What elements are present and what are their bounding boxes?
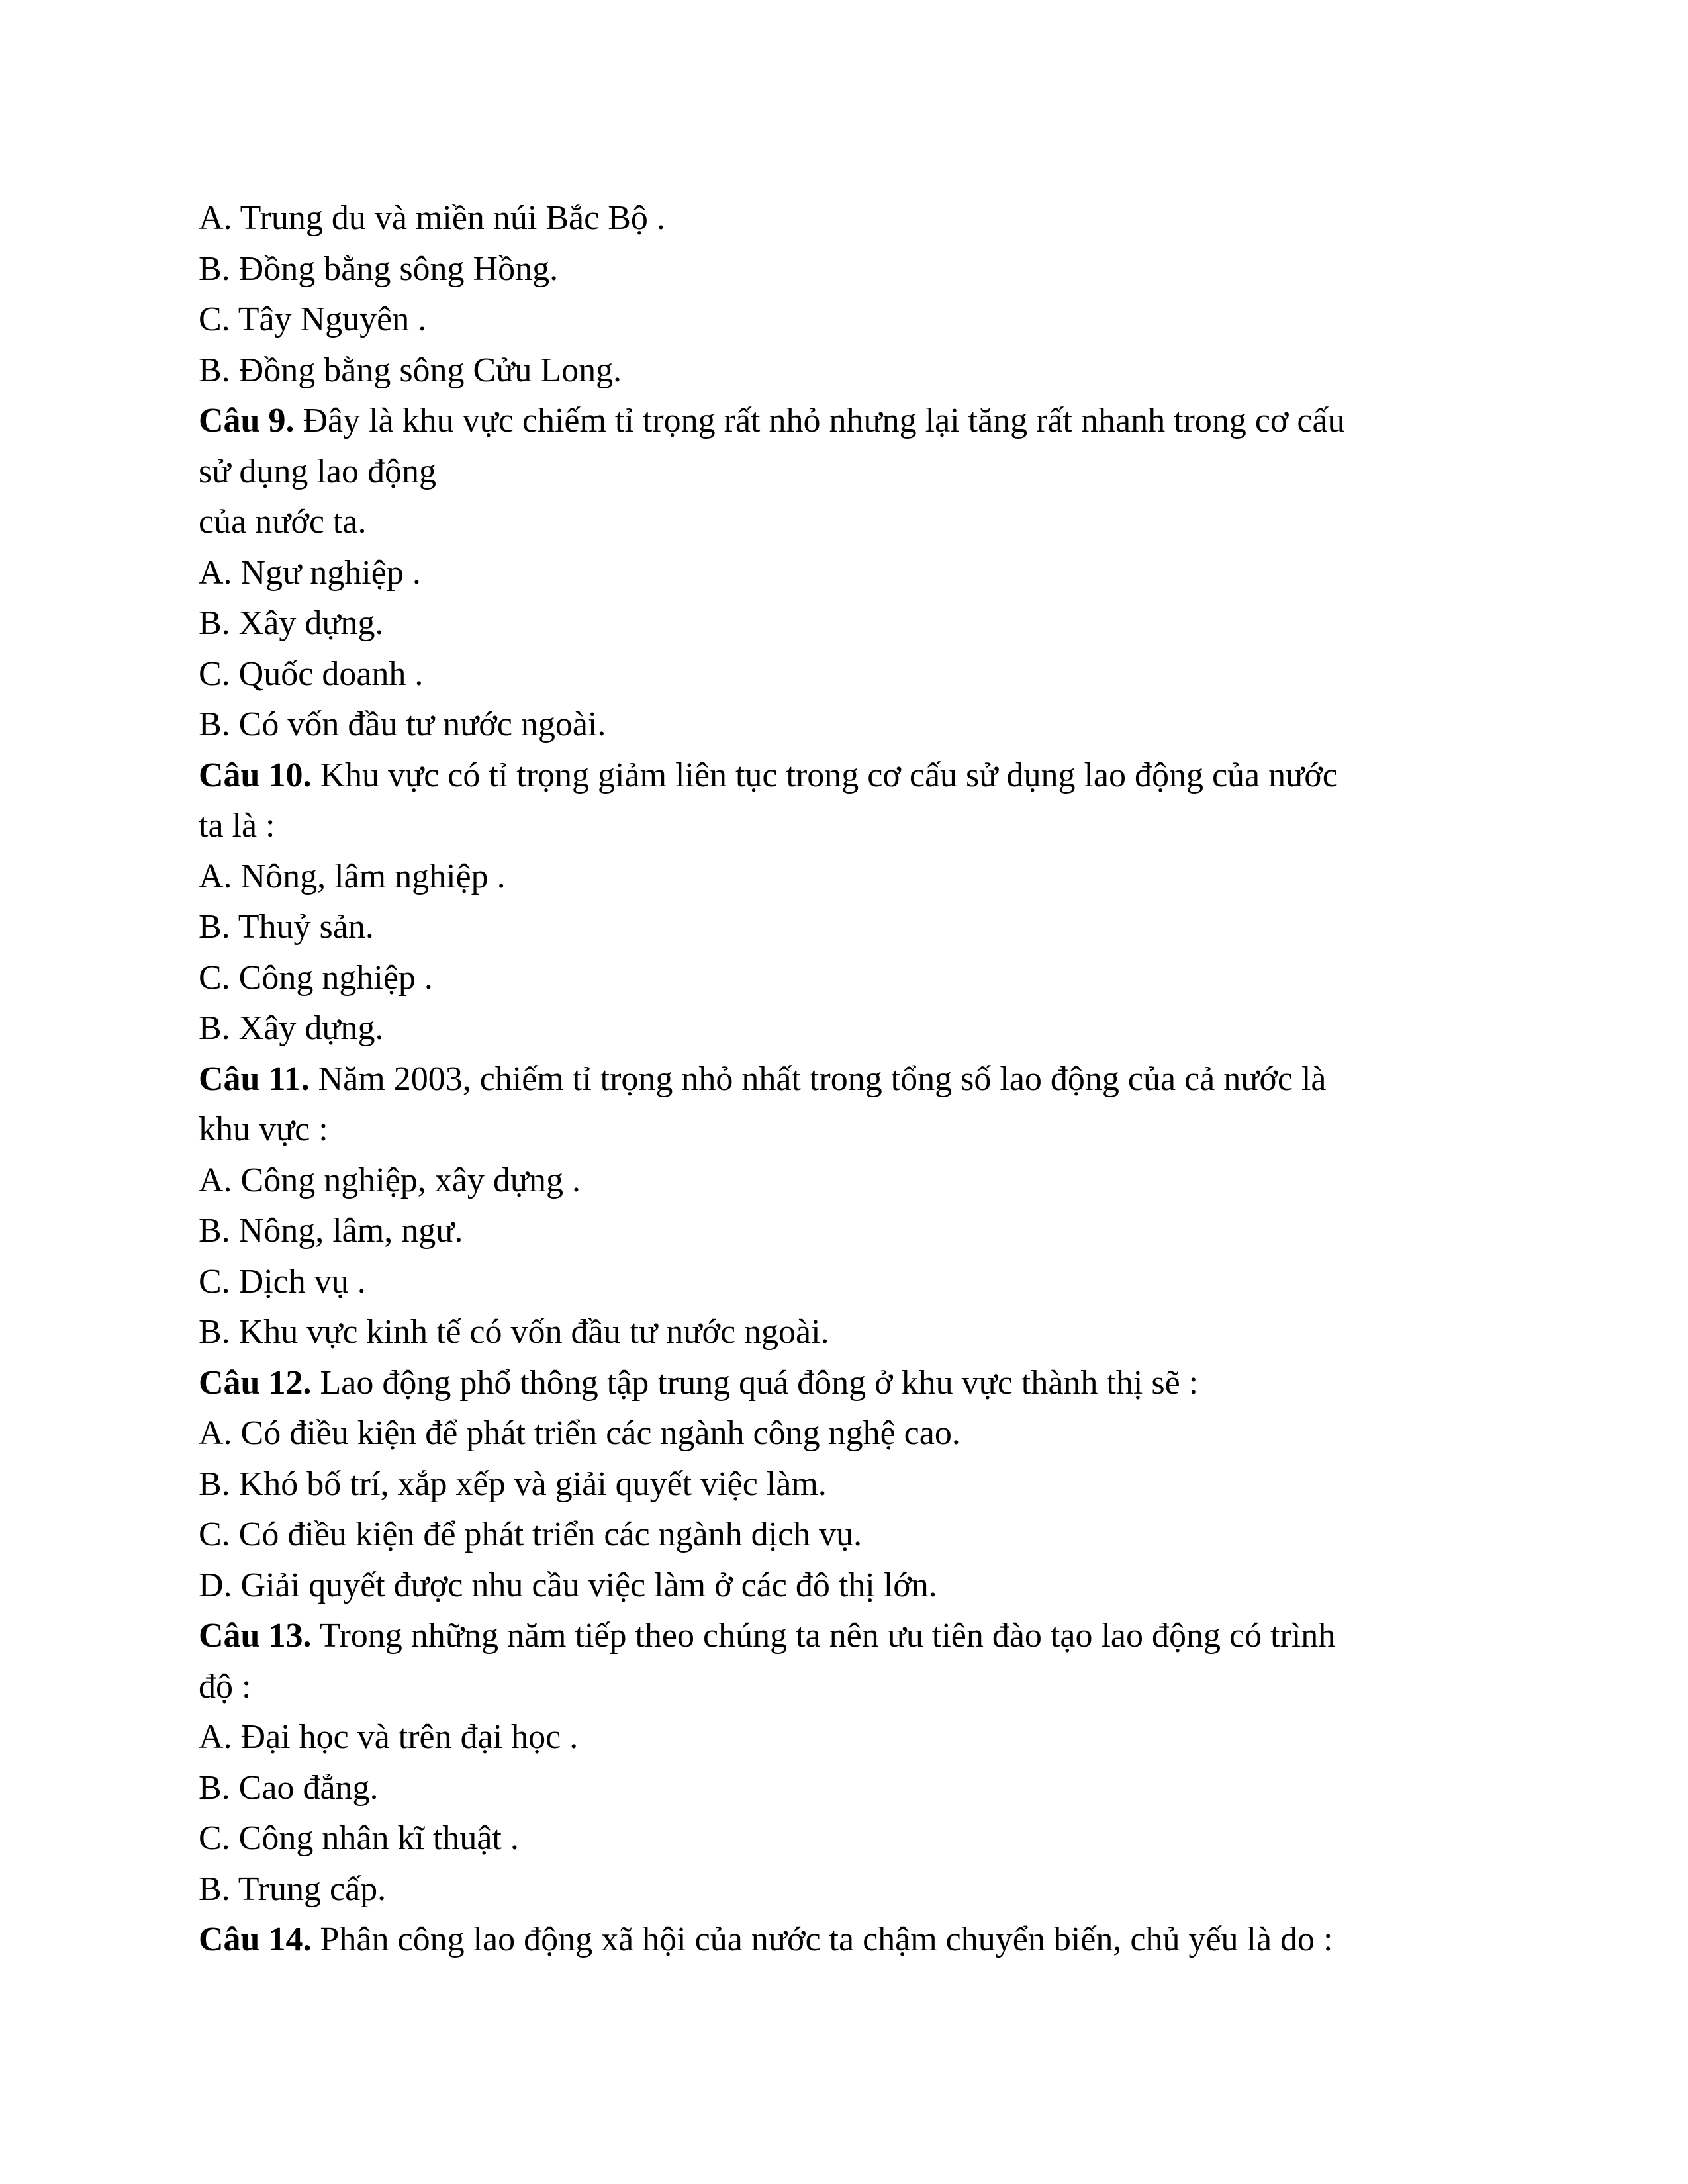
answer-option: B. Xây dựng. <box>199 1009 384 1047</box>
question-stem <box>199 751 1509 801</box>
question-text: Phân công lao động xã hội của nước ta chậm chuyển biến, chủ yếu là do : <box>311 1921 1333 1958</box>
answer-option: B. Đồng bằng sông Cửu Long. <box>199 351 622 389</box>
answer-option: B. Khu vực kinh tế có vốn đầu tư nước ngoài. <box>199 1313 829 1351</box>
question-stem <box>199 1054 1509 1105</box>
answer-option: B. Đồng bằng sông Hồng. <box>199 250 559 288</box>
question-number: Câu 11. <box>199 1060 310 1098</box>
document-page <box>199 193 1509 1966</box>
question-stem <box>199 1358 1509 1409</box>
answer-option: B. Xây dựng. <box>199 604 384 642</box>
answer-option: C. Quốc doanh . <box>199 655 424 693</box>
answer-option: B. Trung cấp. <box>199 1870 387 1908</box>
question-number: Câu 12. <box>199 1363 312 1402</box>
answer-option: A. Công nghiệp, xây dựng . <box>199 1161 581 1199</box>
question-stem-continued: ta là : <box>199 807 275 844</box>
answer-option: A. Ngư nghiệp . <box>199 553 421 592</box>
question-stem <box>199 1915 1509 1966</box>
answer-option: A. Có điều kiện để phát triển các ngành công nghệ cao. <box>199 1414 961 1452</box>
question-stem-continued: độ : <box>199 1667 252 1706</box>
question-number: Câu 9. <box>199 402 295 439</box>
answer-option: C. Dịch vụ . <box>199 1262 366 1300</box>
question-text: Đây là khu vực chiếm tỉ trọng rất nhỏ nhưng lại tăng rất nhanh trong cơ cấu <box>294 402 1345 439</box>
question-stem-continued: khu vực : <box>199 1111 328 1148</box>
answer-option: B. Nông, lâm, ngư. <box>199 1212 463 1250</box>
answer-option: B. Thuỷ sản. <box>199 908 374 946</box>
answer-option: B. Cao đẳng. <box>199 1768 379 1807</box>
answer-option: A. Trung du và miền núi Bắc Bộ . <box>199 199 665 237</box>
question-number: Câu 10. <box>199 756 312 794</box>
answer-option: C. Tây Nguyên . <box>199 300 427 338</box>
answer-option: C. Công nghiệp . <box>199 958 433 997</box>
question-number: Câu 14. <box>199 1921 312 1958</box>
question-stem-continued: của nước ta. <box>199 503 367 541</box>
question-stem <box>199 1611 1509 1662</box>
answer-option: C. Có điều kiện để phát triển các ngành dịch vụ. <box>199 1516 863 1553</box>
question-text: Trong những năm tiếp theo chúng ta nên ưu tiên đào tạo lao động có trình <box>311 1617 1336 1655</box>
question-stem-continued: sử dụng lao động <box>199 452 436 490</box>
answer-option: A. Đại học và trên đại học . <box>199 1718 579 1756</box>
question-number: Câu 13. <box>199 1617 312 1655</box>
answer-option: B. Khó bố trí, xắp xếp và giải quyết việc làm. <box>199 1465 827 1503</box>
question-text: Khu vực có tỉ trọng giảm liên tục trong cơ cấu sử dụng lao động của nước <box>311 756 1338 794</box>
answer-option: D. Giải quyết được nhu cầu việc làm ở các đô thị lớn. <box>199 1566 937 1604</box>
question-text: Lao động phổ thông tập trung quá đông ở khu vực thành thị sẽ : <box>311 1363 1199 1402</box>
answer-option: B. Có vốn đầu tư nước ngoài. <box>199 705 606 743</box>
answer-option: C. Công nhân kĩ thuật . <box>199 1819 519 1857</box>
answer-option: A. Nông, lâm nghiệp . <box>199 857 506 895</box>
question-stem <box>199 396 1509 447</box>
question-text: Năm 2003, chiếm tỉ trọng nhỏ nhất trong tổng số lao động của cả nước là <box>309 1060 1327 1098</box>
